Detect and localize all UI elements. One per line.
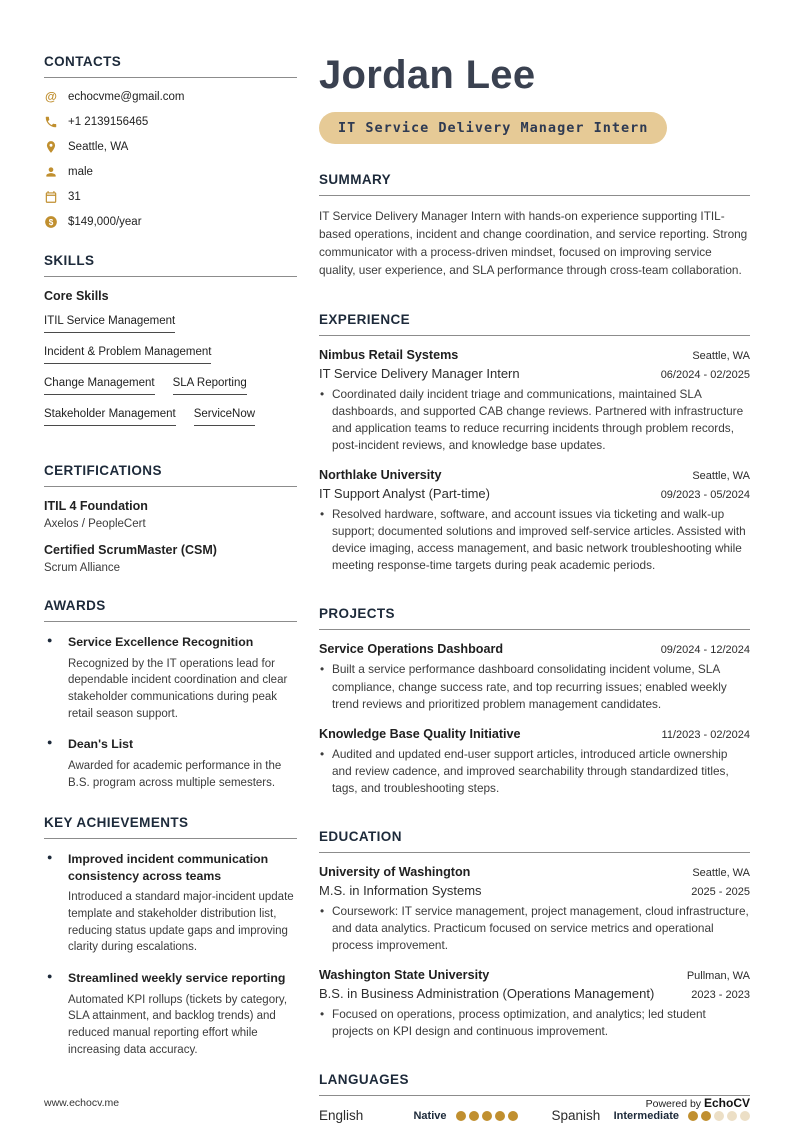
- contact-gender: [44, 165, 297, 179]
- project-bullet: • Audited and updated end-user support articles, introduced article ownership and review cadence, and improved searchability through standardized titles, tags, and troubleshooting steps.: [319, 746, 750, 797]
- contact-location-text: Seattle, WA: [68, 141, 129, 153]
- education-school: University of Washington: [319, 865, 471, 879]
- experience-company: Northlake University: [319, 468, 442, 483]
- experience-heading: EXPERIENCE: [319, 304, 750, 336]
- skills-section: [44, 253, 297, 439]
- calendar-icon: [44, 190, 58, 204]
- education-section: [319, 821, 750, 1040]
- experience-bullet: • Coordinated daily incident triage and communications, maintained SLA dashboards, and supported CAB change reviews. Partnered with infrastructure and application teams to reduce recurring incidents through problem records, post-incident reviews, and knowledge base updates.: [319, 386, 750, 454]
- skill-item: Change Management: [44, 377, 155, 395]
- languages-heading: LANGUAGES: [319, 1064, 750, 1096]
- education-location: Pullman, WA: [686, 970, 750, 983]
- certifications-section: [44, 463, 297, 574]
- skills-heading: SKILLS: [44, 253, 297, 277]
- person-icon: [44, 165, 58, 179]
- education-bullet: • Focused on operations, process optimization, and analytics; led student projects on KPI design and continuous improvement.: [319, 1006, 750, 1040]
- certifications-heading: CERTIFICATIONS: [44, 463, 297, 487]
- education-bullet: • Coursework: IT service management, project management, cloud infrastructure, and data analytics. Practicum focused on service metrics and operational process improvement.: [319, 903, 750, 954]
- skill-item: Incident & Problem Management: [44, 346, 211, 364]
- salary-icon: [44, 215, 58, 229]
- summary-section: [319, 164, 750, 280]
- education-degree: M.S. in Information Systems: [319, 883, 482, 898]
- left-sidebar: [44, 54, 297, 1123]
- key-achievements-section: [44, 815, 297, 1058]
- language-level: Native: [413, 1109, 447, 1122]
- award-description: Awarded for academic performance in the B.S. program across multiple semesters.: [68, 759, 282, 789]
- skills-group-title: Core Skills: [44, 289, 109, 303]
- award-title: ● Dean's List: [68, 737, 134, 752]
- certification-name: Certified ScrumMaster (CSM): [44, 543, 217, 557]
- skill-item: Stakeholder Management: [44, 408, 176, 426]
- experience-dates: 06/2024 - 02/2025: [660, 368, 750, 381]
- education-entry: [319, 865, 750, 954]
- skills-list: [44, 315, 297, 439]
- contact-age-text: 31: [68, 191, 81, 203]
- job-title-badge: IT Service Delivery Manager Intern: [319, 112, 667, 144]
- contacts-heading: CONTACTS: [44, 54, 297, 78]
- svg-text:@: @: [45, 90, 57, 104]
- project-dates: 11/2023 - 02/2024: [661, 728, 750, 741]
- candidate-name: Jordan Lee: [319, 53, 536, 97]
- project-entry: [319, 642, 750, 712]
- main-column: [319, 54, 750, 1123]
- achievement-item: [44, 970, 297, 1058]
- contact-location: [44, 140, 297, 154]
- projects-heading: PROJECTS: [319, 598, 750, 630]
- award-description: Recognized by the IT operations lead for dependable incident coordination and clear stakeholder communications during peak retail season support.: [68, 657, 288, 720]
- projects-section: [319, 598, 750, 797]
- achievement-description: Automated KPI rollups (tickets by category, SLA attainment, and backlog trends) and reduced manual reporting effort while increasing data accuracy.: [68, 993, 288, 1056]
- contact-phone: [44, 115, 297, 129]
- language-name: English: [319, 1108, 364, 1123]
- experience-company: Nimbus Retail Systems: [319, 347, 459, 362]
- experience-location: Seattle, WA: [692, 470, 750, 483]
- contact-gender-text: male: [68, 166, 93, 178]
- email-icon: [44, 90, 58, 104]
- project-bullet: • Built a service performance dashboard consolidating incident volume, SLA compliance, change success rate, and top recurring issues; enabled weekly trend reviews and prioritized problem management candidates.: [319, 661, 750, 712]
- language-name: Spanish: [551, 1108, 601, 1123]
- project-entry: [319, 727, 750, 797]
- experience-role: IT Support Analyst (Part-time): [319, 486, 490, 502]
- language-level: Intermediate: [613, 1109, 679, 1122]
- education-location: Seattle, WA: [692, 867, 750, 879]
- experience-location: Seattle, WA: [692, 349, 750, 362]
- award-title: ● Service Excellence Recognition: [68, 635, 254, 649]
- svg-text:$: $: [48, 217, 54, 227]
- education-entry: [319, 968, 750, 1040]
- experience-section: [319, 304, 750, 575]
- key-achievements-heading: KEY ACHIEVEMENTS: [44, 815, 297, 839]
- certification-name: ITIL 4 Foundation: [44, 499, 148, 513]
- page-footer: [44, 1096, 750, 1110]
- experience-entry: [319, 348, 750, 454]
- award-item: [44, 634, 297, 722]
- phone-icon: [44, 115, 58, 129]
- certification-issuer: Scrum Alliance: [44, 562, 121, 574]
- award-item: [44, 736, 297, 791]
- contact-salary-text: $149,000/year: [68, 216, 142, 228]
- experience-dates: 09/2023 - 05/2024: [660, 489, 750, 502]
- skill-item: ITIL Service Management: [44, 315, 175, 333]
- education-heading: EDUCATION: [319, 821, 750, 853]
- language-proficiency-dots: [688, 1111, 750, 1121]
- brand-name: EchoCV: [703, 1096, 750, 1110]
- contact-age: [44, 190, 297, 204]
- language-item: [552, 1108, 751, 1123]
- skill-item: SLA Reporting: [173, 377, 247, 395]
- experience-entry: [319, 468, 750, 574]
- achievement-description: Introduced a standard major-incident update template and stakeholder distribution list, reducing status update gaps and improving clarity during escalations.: [68, 891, 294, 954]
- project-name: Knowledge Base Quality Initiative: [319, 726, 521, 741]
- project-name: Service Operations Dashboard: [319, 642, 504, 657]
- powered-by-prefix: Powered by: [645, 1098, 704, 1110]
- languages-section: [319, 1064, 750, 1123]
- project-dates: 09/2024 - 12/2024: [660, 644, 750, 657]
- language-item: [319, 1108, 518, 1123]
- certification-issuer: Axelos / PeopleCert: [44, 518, 146, 530]
- awards-heading: AWARDS: [44, 598, 297, 622]
- languages-row: [319, 1108, 750, 1123]
- achievement-title: ● Streamlined weekly service reporting: [68, 971, 286, 986]
- certification-item: [44, 543, 297, 574]
- footer-website-link[interactable]: www.echocv.me: [44, 1097, 120, 1109]
- contact-phone-text: +1 2139156465: [68, 116, 149, 128]
- contact-salary: [44, 215, 297, 229]
- language-proficiency-dots: [456, 1111, 518, 1121]
- contact-email-text: echocvme@gmail.com: [68, 91, 185, 103]
- skill-item: ServiceNow: [194, 408, 255, 426]
- education-school: Washington State University: [319, 968, 490, 983]
- education-degree: B.S. in Business Administration (Operations Management): [319, 986, 655, 1002]
- summary-text: IT Service Delivery Manager Intern with hands-on experience supporting ITIL-based operations, incident and change coordination, and service reporting. Strong communicator with a process-driven mindset, focused on improving service quality, user experience, and SLA performance through cross-team collaboration.: [319, 209, 748, 277]
- achievement-item: [44, 851, 297, 956]
- experience-role: IT Service Delivery Manager Intern: [319, 365, 520, 381]
- certification-item: [44, 499, 297, 530]
- achievement-title: ● Improved incident communication consistency across teams: [68, 852, 269, 883]
- education-dates: 2025 - 2025: [691, 886, 750, 898]
- summary-heading: SUMMARY: [319, 164, 750, 196]
- contacts-section: [44, 54, 297, 229]
- powered-by-label: [646, 1096, 750, 1110]
- location-icon: [44, 140, 58, 154]
- education-dates: 2023 - 2023: [691, 989, 750, 1002]
- experience-bullet: • Resolved hardware, software, and account issues via ticketing and walk-up support; documented solutions and improved self-service articles. Assisted with device imaging, access management, and basic network troubleshooting while meeting response-time targets during peak academic periods.: [319, 506, 750, 574]
- contact-email: [44, 90, 297, 104]
- awards-section: [44, 598, 297, 791]
